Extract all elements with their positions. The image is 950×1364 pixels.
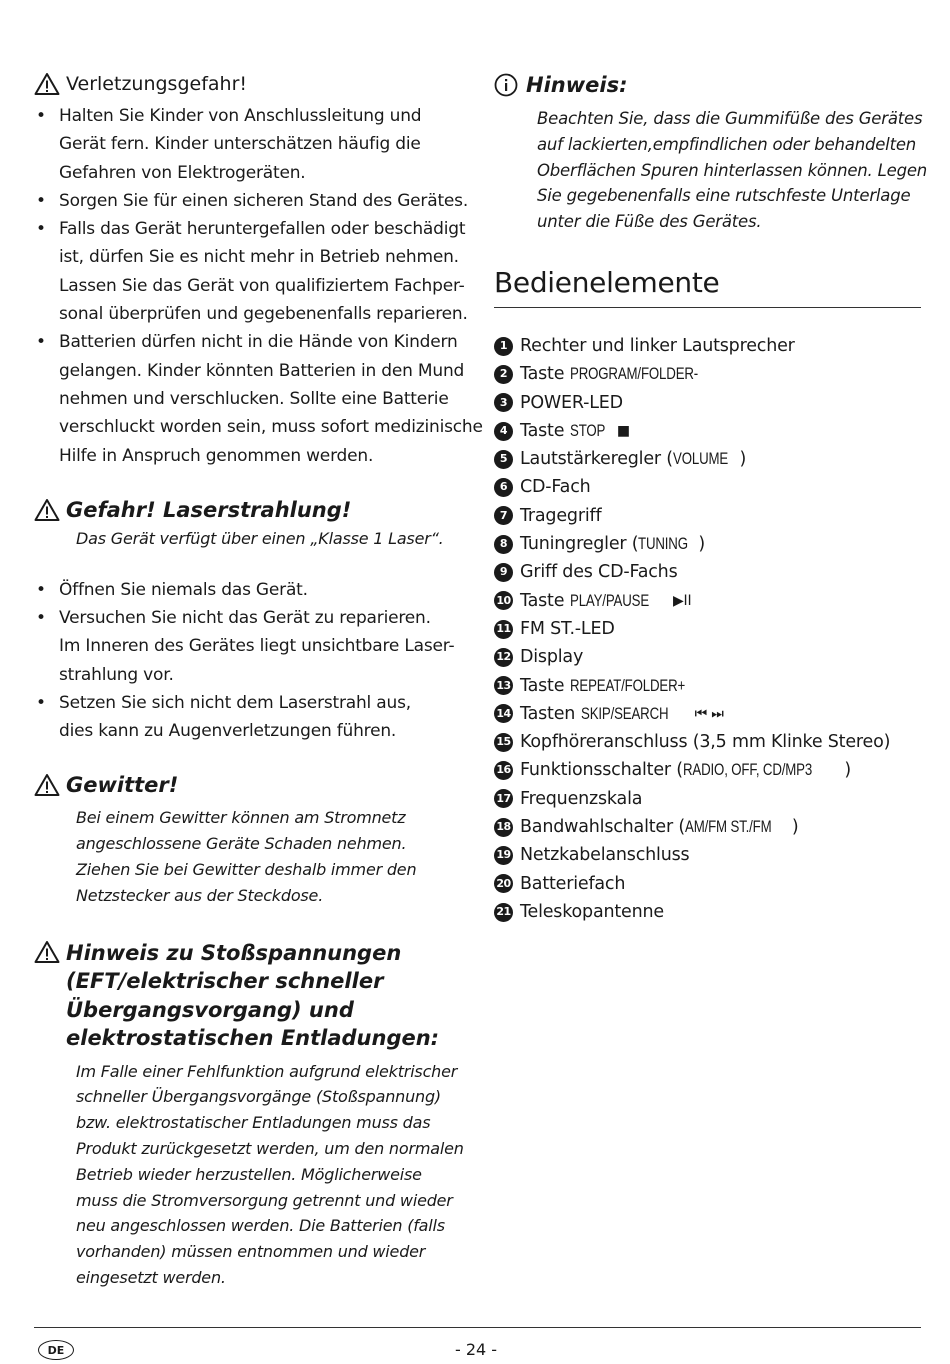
control-label: Kopfhöreranschluss (3,5 mm Klinke Stereo): [520, 732, 891, 753]
control-label: Tasten: [520, 703, 581, 724]
control-number-badge: 20: [494, 874, 513, 893]
control-item: [494, 728, 921, 756]
bullet-line: Setzen Sie sich nicht dem Laserstrahl aus,: [59, 692, 411, 713]
control-number-badge: 6: [494, 478, 513, 497]
storm-line: Bei einem Gewitter können am Stromnetz: [76, 808, 406, 828]
injury-section: [34, 70, 483, 470]
control-item: [494, 785, 921, 813]
control-key-name: SKIP/SEARCH: [580, 703, 668, 723]
hint-line: Beachten Sie, dass die Gummifüße des Gerätes: [537, 109, 923, 128]
surge-title: [66, 939, 439, 1053]
page-number: - 24 -: [455, 1340, 498, 1359]
control-number-badge: 7: [494, 506, 513, 525]
surge-line: bzw. elektrostatischer Entladungen muss das: [76, 1113, 431, 1133]
control-label-end: ): [739, 449, 747, 470]
surge-title-line: elektrostatischen Entladungen:: [66, 1026, 440, 1051]
control-symbol-icon: ⏮ ⏭: [694, 705, 724, 722]
hint-text: [494, 106, 928, 235]
bullet-item: [34, 604, 464, 689]
storm-line: Netzstecker aus der Steckdose.: [76, 885, 324, 905]
bullet-line: strahlung vor.: [59, 664, 174, 685]
surge-title-line: Hinweis zu Stoßspannungen: [66, 940, 402, 965]
control-item: [494, 417, 921, 445]
laser-note: Das Gerät verfügt über einen „Klasse 1 Laser“.: [76, 528, 444, 548]
control-item: [494, 332, 921, 360]
control-item: [494, 389, 921, 417]
control-label-end: ): [791, 817, 799, 838]
surge-line: schneller Übergangsvorgänge (Stoßspannung): [76, 1087, 441, 1107]
surge-line: vorhanden) müssen entnommen und wieder: [76, 1242, 426, 1262]
hint-line: Oberflächen Spuren hinterlassen können. Legen: [537, 160, 928, 180]
warning-triangle-icon: [34, 773, 60, 797]
control-label: Batteriefach: [520, 873, 626, 894]
control-key-name: PLAY/PAUSE: [569, 590, 649, 610]
control-item: [494, 870, 921, 898]
bullet-line: Halten Sie Kinder von Anschlussleitung und: [59, 106, 422, 126]
control-item: [494, 643, 921, 671]
bullet-line: sonal überprüfen und gegebenenfalls reparieren.: [59, 304, 468, 325]
control-item: [494, 473, 921, 501]
control-number-badge: 10: [494, 591, 513, 610]
bullet-line: ist, dürfen Sie es nicht mehr in Betrieb nehmen.: [59, 247, 459, 268]
storm-section: [34, 771, 464, 908]
surge-title-line: Übergangsvorgang) und: [66, 997, 354, 1022]
hint-line: auf lackierten,empfindlichen oder behandelten: [537, 134, 917, 154]
control-label: CD-Fach: [520, 477, 591, 498]
injury-title: Verletzungsgefahr!: [66, 73, 248, 95]
control-number-badge: 14: [494, 704, 513, 723]
surge-line: eingesetzt werden.: [76, 1268, 226, 1287]
control-symbol-icon: ■: [616, 422, 630, 439]
control-label: FM ST.-LED: [520, 618, 615, 639]
bullet-dot-icon: •: [36, 579, 46, 600]
bullet-line: Sorgen Sie für einen sicheren Stand des Gerätes.: [59, 190, 469, 211]
surge-title-line: (EFT/elektrischer schneller: [66, 969, 384, 994]
control-number-badge: 9: [494, 563, 513, 582]
bullet-item: [34, 328, 483, 469]
control-item: [494, 841, 921, 869]
laser-title: Gefahr! Laserstrahlung!: [66, 497, 352, 522]
warning-triangle-icon: [34, 498, 60, 522]
bullet-line: Falls das Gerät heruntergefallen oder beschädigt: [59, 219, 466, 240]
control-key-name: RADIO, OFF, CD/MP3: [682, 760, 812, 780]
control-number-badge: 16: [494, 761, 513, 780]
injury-bullet-list: [34, 102, 483, 470]
control-number-badge: 21: [494, 903, 513, 922]
section-title: Bedienelemente: [494, 263, 921, 308]
surge-line: Produkt zurückgesetzt werden, um den normalen: [76, 1139, 464, 1159]
control-item: [494, 445, 921, 473]
bullet-item: [34, 187, 469, 215]
hint-line: unter die Füße des Gerätes.: [537, 212, 762, 232]
control-label: Bandwahlschalter (: [520, 817, 685, 838]
control-label: Funktionsschalter (: [520, 760, 683, 781]
control-item: [494, 700, 921, 728]
control-label: Tragegriff: [520, 505, 602, 526]
storm-text: [34, 805, 464, 908]
bullet-line: Lassen Sie das Gerät von qualifiziertem Fachper-: [59, 275, 465, 296]
storm-title: Gewitter!: [66, 773, 179, 798]
bullet-dot-icon: •: [36, 332, 46, 353]
hint-title: Hinweis:: [526, 73, 628, 97]
bullet-item: [34, 689, 464, 746]
control-number-badge: 2: [494, 365, 513, 384]
bullet-dot-icon: •: [36, 607, 46, 628]
bullet-dot-icon: •: [36, 106, 46, 126]
control-number-badge: 5: [494, 450, 513, 469]
control-item: [494, 587, 921, 615]
control-label: Netzkabelanschluss: [520, 845, 690, 866]
bullet-line: Gefahren von Elektrogeräten.: [59, 162, 306, 183]
surge-text: [34, 1059, 464, 1291]
bullet-line: Öffnen Sie niemals das Gerät.: [59, 579, 308, 600]
control-number-badge: 17: [494, 789, 513, 808]
control-number-badge: 18: [494, 818, 513, 837]
control-label-end: ): [698, 534, 705, 555]
control-label: Teleskopantenne: [520, 901, 664, 922]
control-item: [494, 530, 921, 558]
bullet-line: Batterien dürfen nicht in die Hände von Kindern: [59, 332, 458, 353]
control-item: [494, 898, 921, 926]
bullet-item: [34, 102, 464, 187]
bullet-dot-icon: •: [36, 190, 46, 211]
control-label: POWER-LED: [520, 392, 623, 413]
control-label: Tuningregler (: [520, 534, 639, 555]
control-label: Frequenzskala: [520, 788, 643, 809]
info-icon: [494, 73, 518, 97]
surge-line: neu angeschlossen werden. Die Batterien (falls: [76, 1216, 445, 1236]
laser-section: [34, 496, 464, 746]
control-label-end: ): [844, 760, 852, 781]
control-key-name: PROGRAM/FOLDER-: [569, 364, 698, 384]
surge-line: muss die Stromversorgung getrennt und wieder: [76, 1190, 453, 1210]
bullet-item: [34, 576, 464, 604]
control-label: Taste: [520, 364, 570, 385]
bullet-dot-icon: •: [36, 219, 46, 240]
control-key-name: TUNING: [638, 534, 689, 554]
control-item: [494, 672, 921, 700]
controls-list: [494, 332, 921, 926]
warning-triangle-icon: [34, 72, 60, 96]
surge-heading: [34, 939, 464, 1053]
control-number-badge: 1: [494, 337, 513, 356]
surge-section: [34, 939, 464, 1291]
control-key-name: VOLUME: [672, 449, 728, 469]
control-item: [494, 615, 921, 643]
footer-divider: [34, 1327, 921, 1328]
warning-triangle-icon: [34, 940, 60, 964]
control-item: [494, 756, 921, 784]
surge-line: Betrieb wieder herzustellen. Möglicherweise: [76, 1164, 422, 1184]
bullet-line: Hilfe in Anspruch genommen werden.: [59, 445, 374, 466]
bullet-item: [34, 215, 468, 328]
control-key-name: AM/FM ST./FM: [684, 817, 772, 837]
bullet-dot-icon: •: [36, 692, 46, 713]
hint-line: Sie gegebenenfalls eine rutschfeste Unterlage: [537, 186, 911, 206]
control-label: Rechter und linker Lautsprecher: [520, 335, 795, 356]
control-number-badge: 15: [494, 733, 513, 752]
control-number-badge: 8: [494, 535, 513, 554]
bullet-line: gelangen. Kinder könnten Batterien in den Mund: [59, 360, 465, 381]
control-number-badge: 12: [494, 648, 513, 667]
left-column: [34, 70, 483, 1291]
surge-line: Im Falle einer Fehlfunktion aufgrund elektrischer: [76, 1061, 458, 1081]
control-label: Taste: [520, 420, 570, 441]
right-column: [494, 70, 928, 926]
control-symbol-icon: ▶II: [672, 592, 692, 609]
hint-heading: [494, 70, 921, 100]
bullet-line: dies kann zu Augenverletzungen führen.: [59, 721, 397, 742]
bullet-line: Versuchen Sie nicht das Gerät zu reparieren.: [59, 607, 431, 628]
language-badge: DE: [38, 1340, 74, 1360]
control-key-name: REPEAT/FOLDER+: [569, 675, 685, 695]
control-item: [494, 813, 921, 841]
control-number-badge: 3: [494, 393, 513, 412]
bullet-line: Gerät fern. Kinder unterschätzen häufig die: [59, 134, 421, 155]
control-number-badge: 13: [494, 676, 513, 695]
control-number-badge: 19: [494, 846, 513, 865]
laser-bullet-list: [34, 576, 464, 746]
injury-heading: [34, 70, 464, 98]
control-item: [494, 558, 921, 586]
control-label: Taste: [520, 675, 570, 696]
storm-line: Ziehen Sie bei Gewitter deshalb immer den: [76, 860, 417, 880]
storm-line: angeschlossene Geräte Schaden nehmen.: [76, 834, 407, 854]
storm-heading: [34, 771, 464, 799]
laser-heading: [34, 496, 464, 524]
bullet-line: Im Inneren des Gerätes liegt unsichtbare Laser-: [59, 636, 455, 657]
control-number-badge: 11: [494, 620, 513, 639]
control-label: Lautstärkeregler (: [520, 449, 673, 470]
control-item: [494, 502, 921, 530]
bullet-line: verschluckt worden sein, muss sofort medizinische: [59, 417, 483, 438]
control-label: Taste: [520, 590, 570, 611]
control-item: [494, 360, 921, 388]
bullet-line: nehmen und verschlucken. Sollte eine Batterie: [59, 388, 449, 409]
control-number-badge: 4: [494, 422, 513, 441]
control-key-name: STOP: [569, 420, 605, 440]
control-label: Griff des CD-Fachs: [520, 562, 678, 583]
control-label: Display: [520, 647, 584, 668]
